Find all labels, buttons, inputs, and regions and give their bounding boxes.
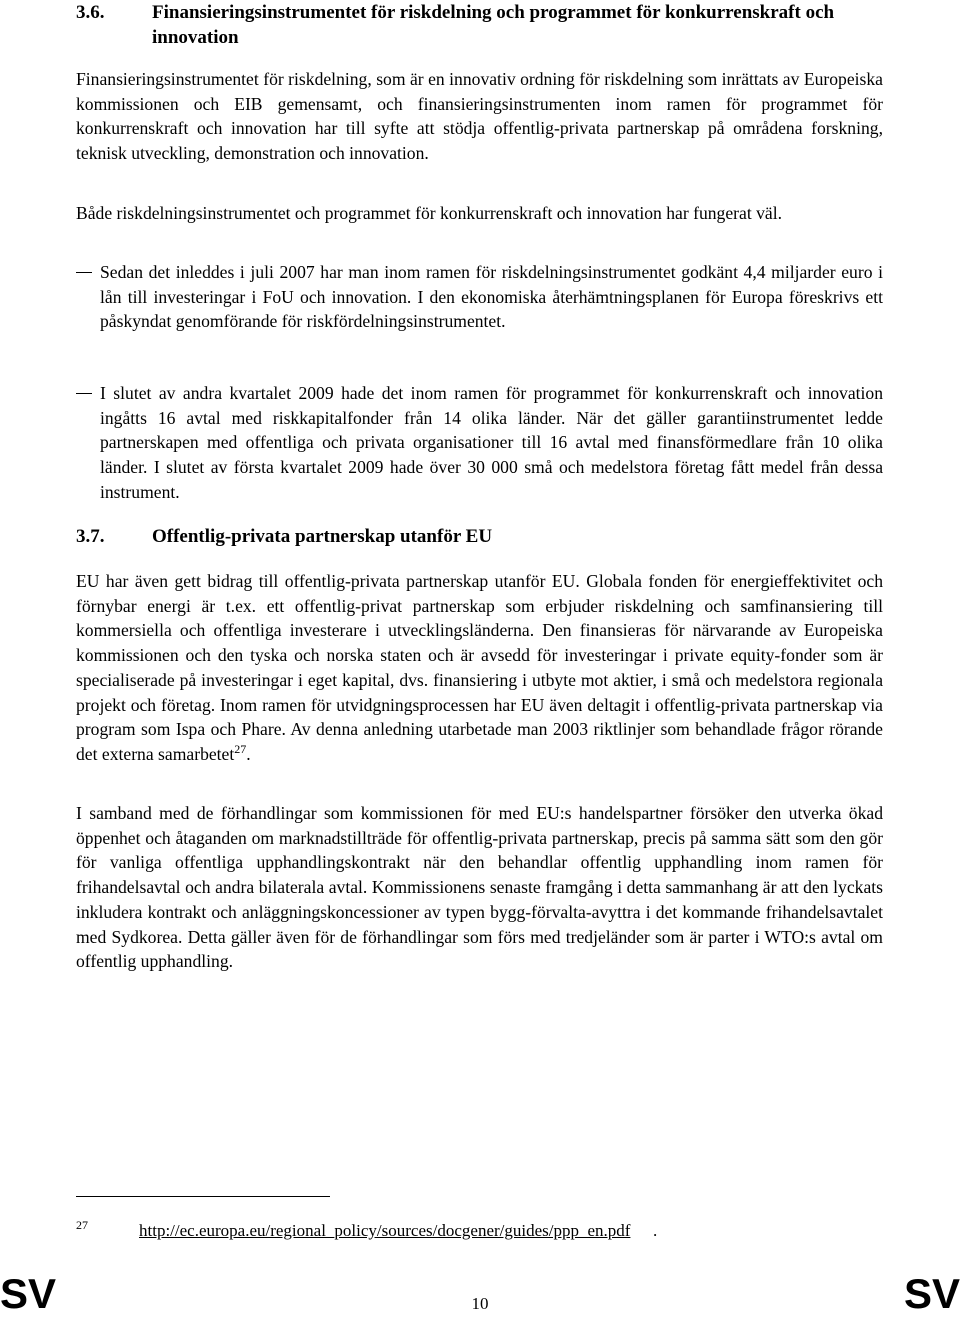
page-number: 10 bbox=[471, 1294, 489, 1313]
section-title: Finansieringsinstrumentet för riskdelning och programmet för konkurrenskraft och innovation bbox=[152, 2, 835, 48]
section-number: 3.7. bbox=[76, 526, 105, 547]
footnote-period: . bbox=[653, 1221, 658, 1240]
section-heading-3-7 bbox=[76, 524, 886, 549]
paragraph-period: . bbox=[246, 743, 251, 764]
paragraph-text: EU har även gett bidrag till offentlig-privata partnerskap utanför EU. Globala fonden för energieffektivitet och förnybar energi är t.ex. ett offentlig-privat partnerskap som erbjuder riskdelning och samfinansiering till kommersiella och offentliga investerare i utvecklingsländerna. Den finansieras för närvarande av Europeiska kommissionen och den tyska och norska staten och är avsedd för investeringar i private equity-fonder som är specialiserade på investeringar i eget kapital, dvs. finansiering i utbyte mot aktier, i små och medelstora regionala projekt och företag. Inom ramen för utvidgningsprocessen har EU även deltagit i offentlig-privata partnerskap via program som Ispa och Phare. Av denna anledning utarbetade man 2003 riktlinjer som behandlade frågor rörande det externa samarbetet bbox=[76, 571, 883, 764]
paragraph-intro: Finansieringsinstrumentet för riskdelning, som är en innovativ ordning för riskdelning som inrättats av Europeiska kommissionen och EIB gemensamt, och finansieringsinstrumenten inom ramen för programmet för konkurrenskraft och innovation har till syfte att stödja offentlig-privata partnerskap på områdena forskning, teknisk utveckling, demonstration och innovation. bbox=[76, 69, 883, 164]
section-heading-3-6 bbox=[76, 0, 886, 50]
footnote-separator bbox=[76, 1196, 330, 1197]
footnote-link[interactable]: http://ec.europa.eu/regional_policy/sources/docgener/guides/ppp_en.pdf bbox=[139, 1221, 631, 1240]
footnote-reference[interactable]: 27 bbox=[234, 742, 247, 757]
section-number: 3.6. bbox=[76, 2, 105, 23]
paragraph-summary: Både riskdelningsinstrumentet och programmet för konkurrenskraft och innovation har fungerat väl. bbox=[76, 203, 782, 223]
paragraph-ppp-outside-eu bbox=[76, 569, 883, 767]
paragraph-trade-negotiations: I samband med de förhandlingar som kommissionen för med EU:s handelspartner försöker den utverka ökad öppenhet och åtaganden om marknadstillträde för offentlig-privata partnerskap, precis på samma sätt som den gör för vanliga offentliga upphandlingskontrakt när den behandlar offentlig upphandling inom ramen för frihandelsavtal och andra bilaterala avtal. Kommissionens senaste framgång i detta sammanhang är att den lyckats inkludera kontrakt och anläggningskoncessioner av typen bygg-förvalta-avyttra i det kommande frihandelsavtalet med Sydkorea. Detta gäller även för de förhandlingar som förs med tredjeländer som är parter i WTO:s avtal om offentlig upphandling. bbox=[76, 803, 883, 972]
bullet-riskdelning: Sedan det inleddes i juli 2007 har man inom ramen för riskdelningsinstrumentet godkänt 4,4 miljarder euro i lån till investeringar i FoU och innovation. I den ekonomiska återhämtningsplanen för Europa föreskrivs ett påskyndat genomförande för riskfördelningsinstrumentet. bbox=[100, 262, 883, 332]
section-title: Offentlig-privata partnerskap utanför EU bbox=[152, 526, 493, 547]
bullet-cip-results: I slutet av andra kvartalet 2009 hade det inom ramen för programmet för konkurrenskraft och innovation ingåtts 16 avtal med riskkapitalfonder från 14 olika länder. När det gäller garantiinstrumentet ledde partnerskapen med offentliga och privata organisationer till 16 avtal med finansförmedlare från 10 olika länder. I slutet av första kvartalet 2009 hade över 30 000 små och medelstora företag fått medel från dessa instrument. bbox=[100, 383, 883, 502]
language-code-left: SV bbox=[0, 1270, 57, 1317]
language-code-right: SV bbox=[903, 1270, 960, 1317]
footnote-mark: 27 bbox=[76, 1218, 88, 1232]
bullet-dash bbox=[76, 393, 92, 394]
bullet-dash bbox=[76, 272, 92, 273]
